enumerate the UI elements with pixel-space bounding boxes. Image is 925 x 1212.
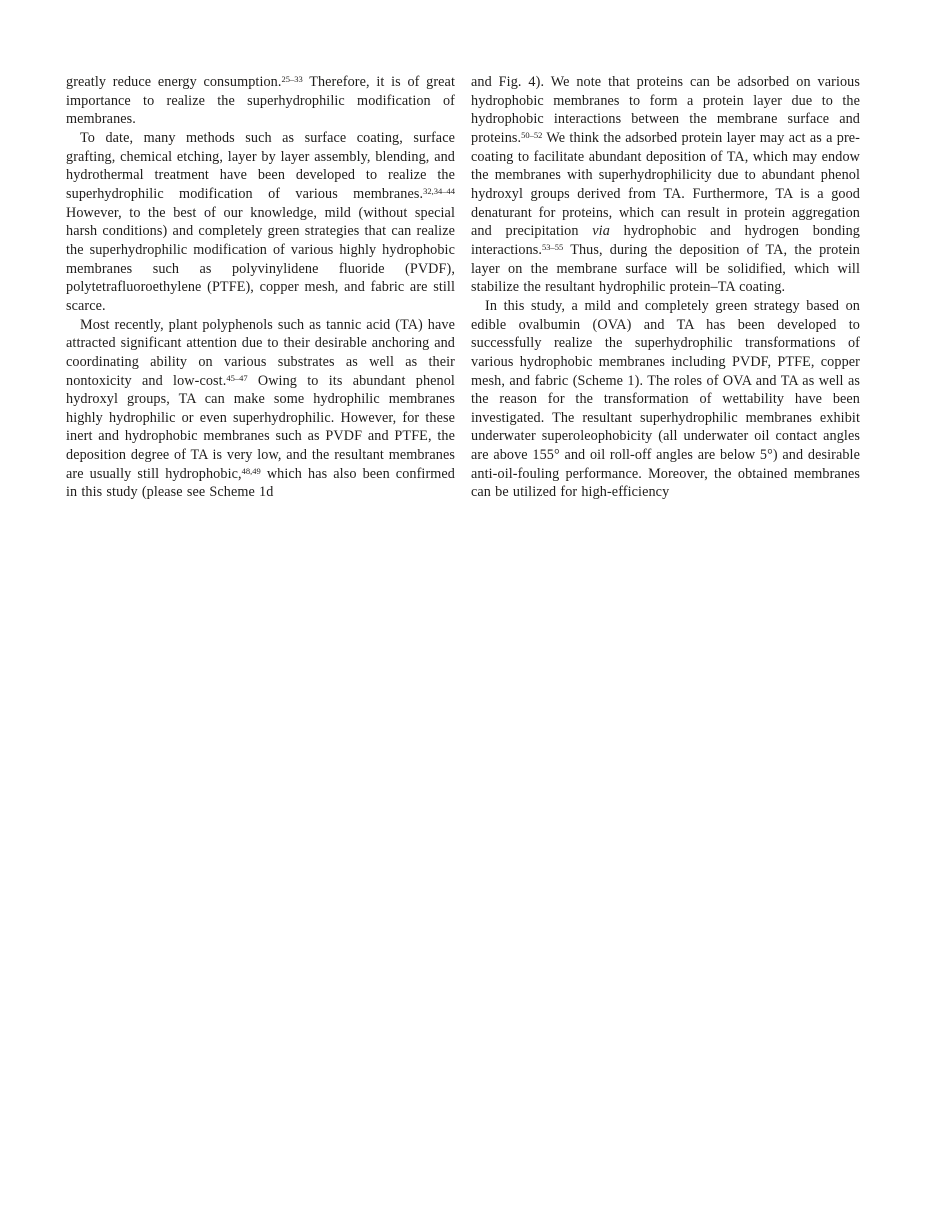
article-body bbox=[66, 73, 860, 502]
column-left bbox=[66, 73, 455, 502]
body-text: which has also been confirmed in this study (please see Scheme 1d bbox=[66, 465, 455, 501]
reference-superscript: 48,49 bbox=[241, 465, 261, 476]
paragraph bbox=[471, 297, 860, 502]
body-text: To date, many methods such as surface coating, surface grafting, chemical etching, layer by layer assembly, blending, and hydrothermal treatment have been developed to realize the superhydrophilic modification of various membranes. bbox=[66, 129, 455, 202]
paragraph bbox=[66, 129, 455, 316]
paragraph bbox=[66, 316, 455, 503]
reference-superscript: 45–47 bbox=[226, 372, 248, 383]
body-text: Thus, during the deposition of TA, the protein layer on the membrane surface will be solidified, which will stabilize the resultant hydrophilic protein–TA coating. bbox=[471, 241, 860, 296]
body-text: We think the adsorbed protein layer may act as a pre-coating to facilitate abundant deposition of TA, which may endow the membranes with superhydrophilicity due to abundant phenol hydroxyl groups derived from TA. Furthermore, TA is a good denaturant for proteins, which can result in protein aggregation and precipitation bbox=[471, 129, 860, 240]
body-text: In this study, a mild and completely green strategy based on edible ovalbumin (OVA) and TA has been developed to successfully realize the superhydrophilic transformations of various hydrophobic membranes including PVDF, PTFE, copper mesh, and fabric (Scheme 1). The roles of OVA and TA as well as the reason for the transformation of wettability have been investigated. The resultant superhydrophilic membranes exhibit underwater superoleophobicity (all underwater oil contact angles are above 155° and oil roll-off angles are below 5°) and desirable anti-oil-fouling performance. Moreover, the obtained membranes can be utilized for high-efficiency bbox=[471, 297, 860, 501]
body-text: Owing to its abundant phenol hydroxyl groups, TA can make some hydrophilic membranes highly hydrophilic or even superhydrophilic. However, for these inert and hydrophobic membranes such as PVDF and PTFE, the deposition degree of TA is very low, and the resultant membranes are usually still hydrophobic, bbox=[66, 372, 455, 482]
body-text: and Fig. 4). We note that proteins can be adsorbed on various hydrophobic membranes to form a protein layer due to the hydrophobic interactions between the membrane surface and proteins. bbox=[471, 74, 860, 146]
reference-superscript: 53–55 bbox=[542, 242, 564, 253]
italic-text: via bbox=[592, 223, 610, 240]
paragraph bbox=[66, 73, 455, 129]
body-text: greatly reduce energy consumption. bbox=[66, 74, 282, 90]
body-text: However, to the best of our knowledge, mild (without special harsh conditions) and completely green strategies that can realize the superhydrophilic modification of various highly hydrophobic membranes such as polyvinylidene fluoride (PVDF), polytetrafluoroethylene (PTFE), copper mesh, and fabric are still scarce. bbox=[66, 204, 455, 314]
body-text: hydrophobic and hydrogen bonding interactions. bbox=[471, 223, 860, 258]
paragraph bbox=[471, 73, 860, 297]
body-text: Therefore, it is of great importance to realize the superhydrophilic modification of membranes. bbox=[66, 74, 455, 128]
reference-superscript: 32,34–44 bbox=[423, 186, 455, 197]
reference-superscript: 50–52 bbox=[521, 130, 543, 141]
column-right bbox=[471, 73, 860, 502]
reference-superscript: 25–33 bbox=[281, 74, 303, 85]
body-text: Most recently, plant polyphenols such as tannic acid (TA) have attracted significant attention due to their desirable anchoring and coordinating ability on various substrates as well as their nontoxicity and low-cost. bbox=[66, 316, 455, 389]
